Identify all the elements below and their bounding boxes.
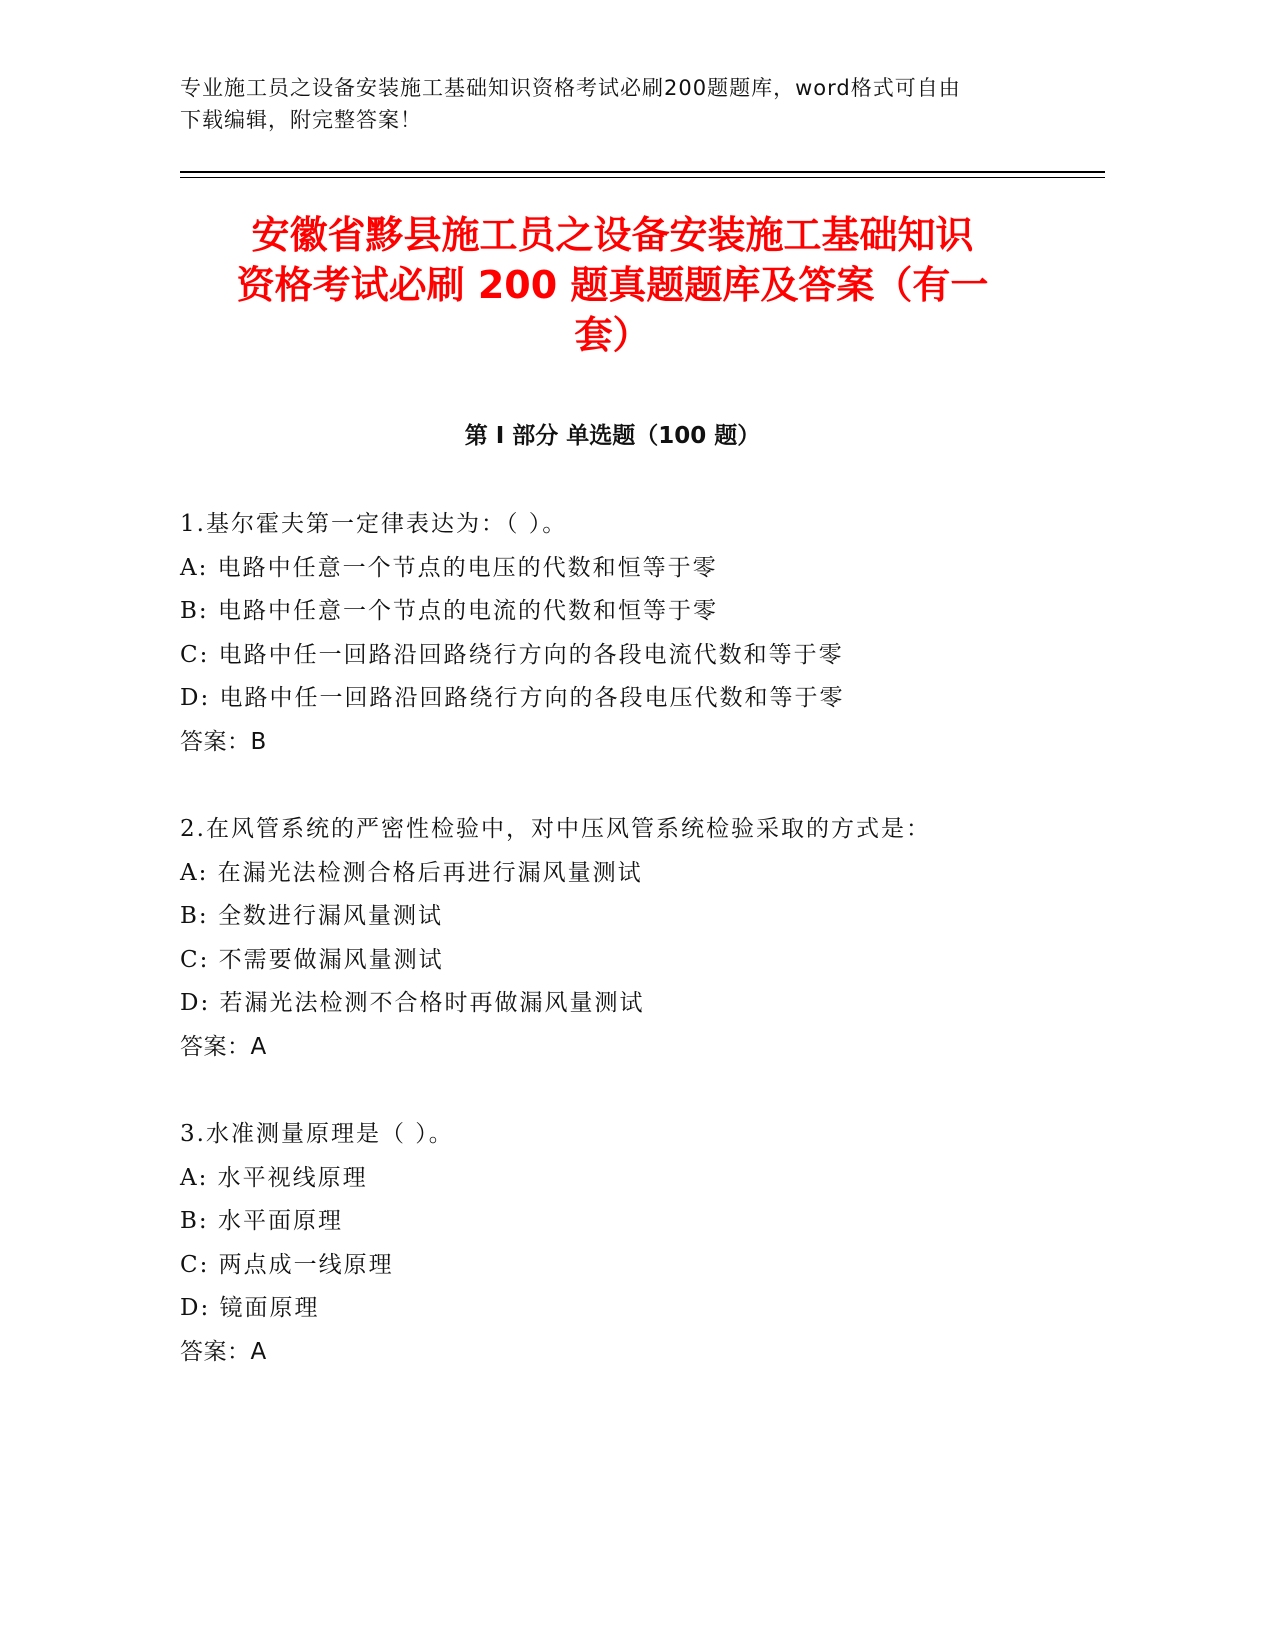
option-d: D: 电路中任一回路沿回路绕行方向的各段电压代数和等于零 xyxy=(180,685,845,712)
header-note xyxy=(180,72,1060,136)
option-d: D: 若漏光法检测不合格时再做漏风量测试 xyxy=(180,990,645,1017)
document-title-line-3: 套） xyxy=(574,313,651,357)
question-1 xyxy=(180,503,1060,765)
option-d: D: 镜面原理 xyxy=(180,1295,320,1322)
option-a: A: 在漏光法检测合格后再进行漏风量测试 xyxy=(180,859,643,886)
header-note-line-1: 专业施工员之设备安装施工基础知识资格考试必刷200题题库，word格式可自由 xyxy=(180,76,961,100)
question-stem: 2.在风管系统的严密性检验中，对中压风管系统检验采取的方式是： xyxy=(180,816,931,842)
document-title-line-2: 资格考试必刷 200 题真题题库及答案（有一 xyxy=(236,263,989,307)
section-title: 第 I 部分 单选题（100 题） xyxy=(464,423,761,449)
answer: 答案：B xyxy=(180,728,267,755)
header-note-line-2: 下载编辑，附完整答案！ xyxy=(180,108,422,132)
document-title-line-1: 安徽省黟县施工员之设备安装施工基础知识 xyxy=(251,213,974,257)
option-b: B: 电路中任意一个节点的电流的代数和恒等于零 xyxy=(180,598,718,625)
option-c: C: 不需要做漏风量测试 xyxy=(180,946,444,973)
header-rule-thin xyxy=(180,177,1105,178)
option-a: A: 电路中任意一个节点的电压的代数和恒等于零 xyxy=(180,554,718,581)
question-stem: 3.水准测量原理是（ ）。 xyxy=(180,1121,454,1147)
option-a: A: 水平视线原理 xyxy=(180,1164,368,1191)
answer: 答案：A xyxy=(180,1338,267,1365)
option-c: C: 电路中任一回路沿回路绕行方向的各段电流代数和等于零 xyxy=(180,641,844,668)
question-3 xyxy=(180,1113,1060,1375)
document-title xyxy=(180,210,1045,360)
answer: 答案：A xyxy=(180,1033,267,1060)
option-c: C: 两点成一线原理 xyxy=(180,1251,394,1278)
question-2 xyxy=(180,808,1060,1070)
option-b: B: 水平面原理 xyxy=(180,1208,343,1235)
question-stem: 1.基尔霍夫第一定律表达为：（ ）。 xyxy=(180,511,568,537)
option-b: B: 全数进行漏风量测试 xyxy=(180,903,443,930)
header-rule-thick xyxy=(180,171,1105,173)
